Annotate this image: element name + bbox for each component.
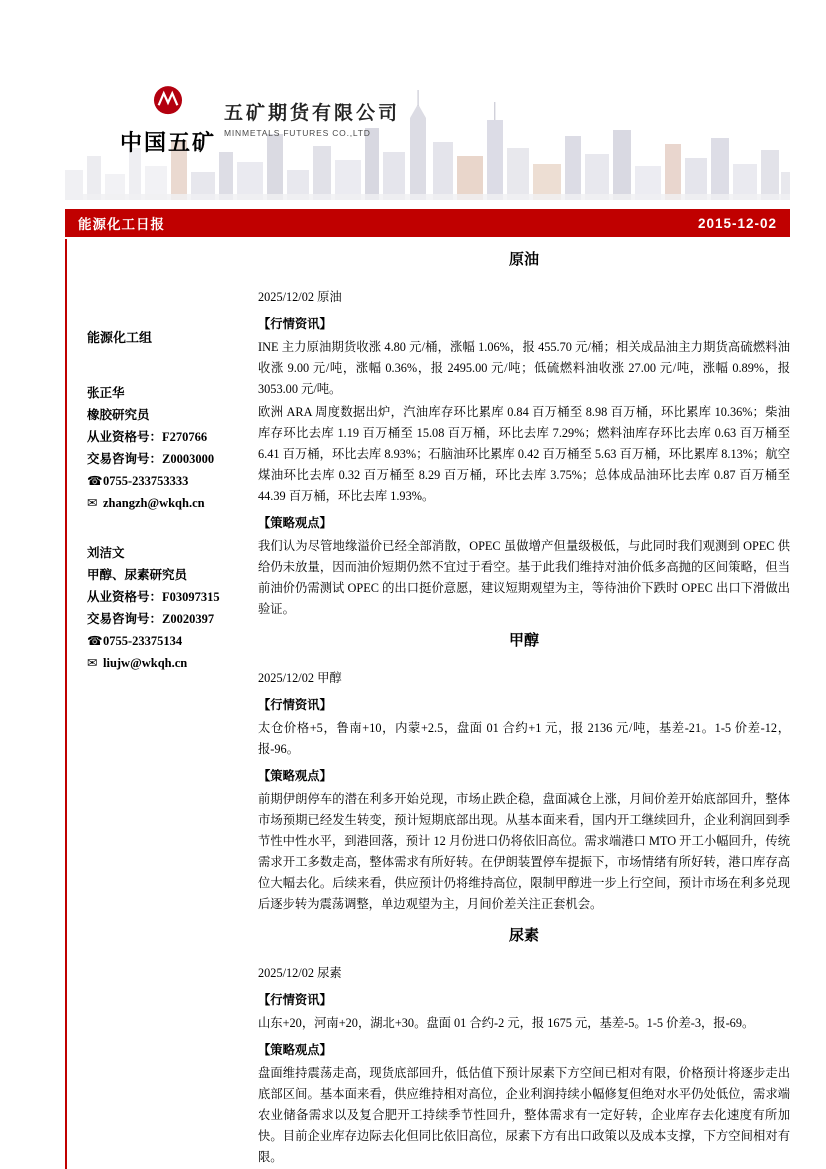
analyst-phone	[87, 470, 250, 492]
section-urea	[258, 925, 790, 1168]
news-label: 【行情资讯】	[258, 993, 332, 1007]
report-banner	[65, 209, 790, 237]
section-dateline: 2025/12/02 甲醇	[258, 671, 342, 685]
analyst-sidebar	[67, 239, 258, 1169]
phone-number: 0755-23375134	[103, 634, 183, 648]
section-title: 原油	[508, 252, 539, 268]
company-name: 五矿期货有限公司	[224, 103, 401, 124]
analyst-card	[87, 542, 250, 674]
email-address: liujw@wkqh.cn	[103, 656, 188, 670]
news-paragraph: 山东+20，河南+20，湖北+30。盘面 01 合约-2 元，报 1675 元，基差-5。1-5 价差-3，报-69。	[258, 1016, 755, 1030]
section-title: 甲醇	[508, 633, 539, 649]
report-body	[65, 239, 790, 1169]
email-icon: ✉	[87, 496, 98, 510]
company-block	[224, 84, 400, 138]
section-title: 尿素	[508, 928, 539, 944]
analyst-qualification: 从业资格号：F270766	[87, 430, 208, 444]
brand	[120, 84, 401, 157]
analyst-role: 橡胶研究员	[87, 408, 150, 422]
phone-icon: ☎	[87, 474, 103, 488]
report-content	[258, 239, 790, 1169]
analyst-advisory: 交易咨询号：Z0003000	[87, 452, 215, 466]
analyst-qualification: 从业资格号：F03097315	[87, 590, 220, 604]
analyst-role: 甲醇、尿素研究员	[87, 568, 188, 582]
strategy-label: 【策略观点】	[258, 1043, 332, 1057]
phone-number: 0755-233753333	[103, 474, 189, 488]
minmetals-logo	[120, 84, 217, 157]
section-crude-oil	[258, 249, 790, 620]
minmetals-logo-icon	[151, 84, 185, 118]
strategy-label: 【策略观点】	[258, 516, 332, 530]
section-methanol	[258, 630, 790, 915]
report-title: 能源化工日报	[78, 217, 165, 232]
strategy-paragraph: 前期伊朗停车的潜在利多开始兑现，市场止跌企稳，盘面减仓上涨，月间价差开始底部回升，整体市场预期已经发生转变，预计短期底部出现。从基本面来看，国内开工继续回升，企业利润回到季节性中性水平，到港回落，预计 12 月份进口仍将依旧高位。需求端港口 MTO 开工小幅回升，传统需求开工多数走高，整体需求有所好转。在伊朗装置停车提振下，市场情绪有所好转，港口库存高位大幅去化。后续来看，供应预计仍将维持高位，限制甲醇进一步上行空间，预计市场在利多兑现后逐步转为震荡调整，单边观望为主，月间价差关注正套机会。	[258, 792, 790, 911]
news-paragraph: 欧洲 ARA 周度数据出炉，汽油库存环比累库 0.84 百万桶至 8.98 百万桶，环比累库 10.36%；柴油库存环比去库 1.19 百万桶至 15.08 百万桶，环比去库 7.29%；燃料油库存环比去库 0.63 百万桶至 6.41 百万桶，环比去库 8.93%；石脑油环比累库 0.42 百万桶至 5.63 百万桶，环比累库 8.13%；航空煤油环比去库 0.32 百万桶至 8.29 百万桶，环比去库 3.75%；总体成品油环比去库 0.87 百万桶至 44.39 百万桶，环比去库 1.93%。	[258, 405, 790, 503]
analyst-name: 刘洁文	[87, 546, 125, 560]
analyst-email	[87, 652, 250, 674]
phone-icon: ☎	[87, 634, 103, 648]
analyst-email	[87, 492, 250, 514]
news-label: 【行情资讯】	[258, 317, 332, 331]
news-paragraph: INE 主力原油期货收涨 4.80 元/桶，涨幅 1.06%，报 455.70 元/桶；相关成品油主力期货高硫燃料油收涨 9.00 元/吨，涨幅 0.36%，报 2495.00 元/吨；低硫燃料油收涨 27.00 元/吨，涨幅 0.89%，报 3053.00 元/吨。	[258, 340, 790, 396]
section-dateline: 2025/12/02 尿素	[258, 966, 342, 980]
company-name-en: MINMETALS FUTURES CO.,LTD	[224, 128, 371, 138]
analyst-card	[87, 382, 250, 514]
strategy-paragraph: 我们认为尽管地缘溢价已经全部消散，OPEC 虽做增产但量级极低，与此同时我们观测到 OPEC 供给仍未放量，因而油价短期仍然不宜过于看空。基于此我们维持对油价低多高抛的区间策略，但当前油价仍需测试 OPEC 的出口挺价意愿，建议短期观望为主，等待油价下跌时 OPEC 出口下滑做出验证。	[258, 539, 790, 616]
news-paragraph: 太仓价格+5，鲁南+10，内蒙+2.5，盘面 01 合约+1 元，报 2136 元/吨，基差-21。1-5 价差-12，报-96。	[258, 721, 790, 756]
group-name: 能源化工组	[87, 330, 153, 345]
analyst-phone	[87, 630, 250, 652]
strategy-label: 【策略观点】	[258, 769, 332, 783]
masthead	[0, 0, 826, 209]
analyst-name: 张正华	[87, 386, 125, 400]
analyst-advisory: 交易咨询号：Z0020397	[87, 612, 215, 626]
logo-text: 中国五矿	[120, 130, 217, 155]
strategy-paragraph: 盘面维持震荡走高，现货底部回升，低估值下预计尿素下方空间已相对有限，价格预计将逐步走出底部区间。基本面来看，供应维持相对高位，企业利润持续小幅修复但绝对水平仍处低位，需求端农业储备需求以及复合肥开工持续季节性回升，整体需求有一定好转，企业库存去化速度有所加快。目前企业库存边际去化但同比依旧高位，尿素下方有出口政策以及成本支撑，下方空间相对有限。	[258, 1066, 790, 1164]
email-address: zhangzh@wkqh.cn	[103, 496, 205, 510]
report-date: 2015-12-02	[697, 215, 777, 231]
news-label: 【行情资讯】	[258, 698, 332, 712]
email-icon: ✉	[87, 656, 98, 670]
section-dateline: 2025/12/02 原油	[258, 290, 342, 304]
